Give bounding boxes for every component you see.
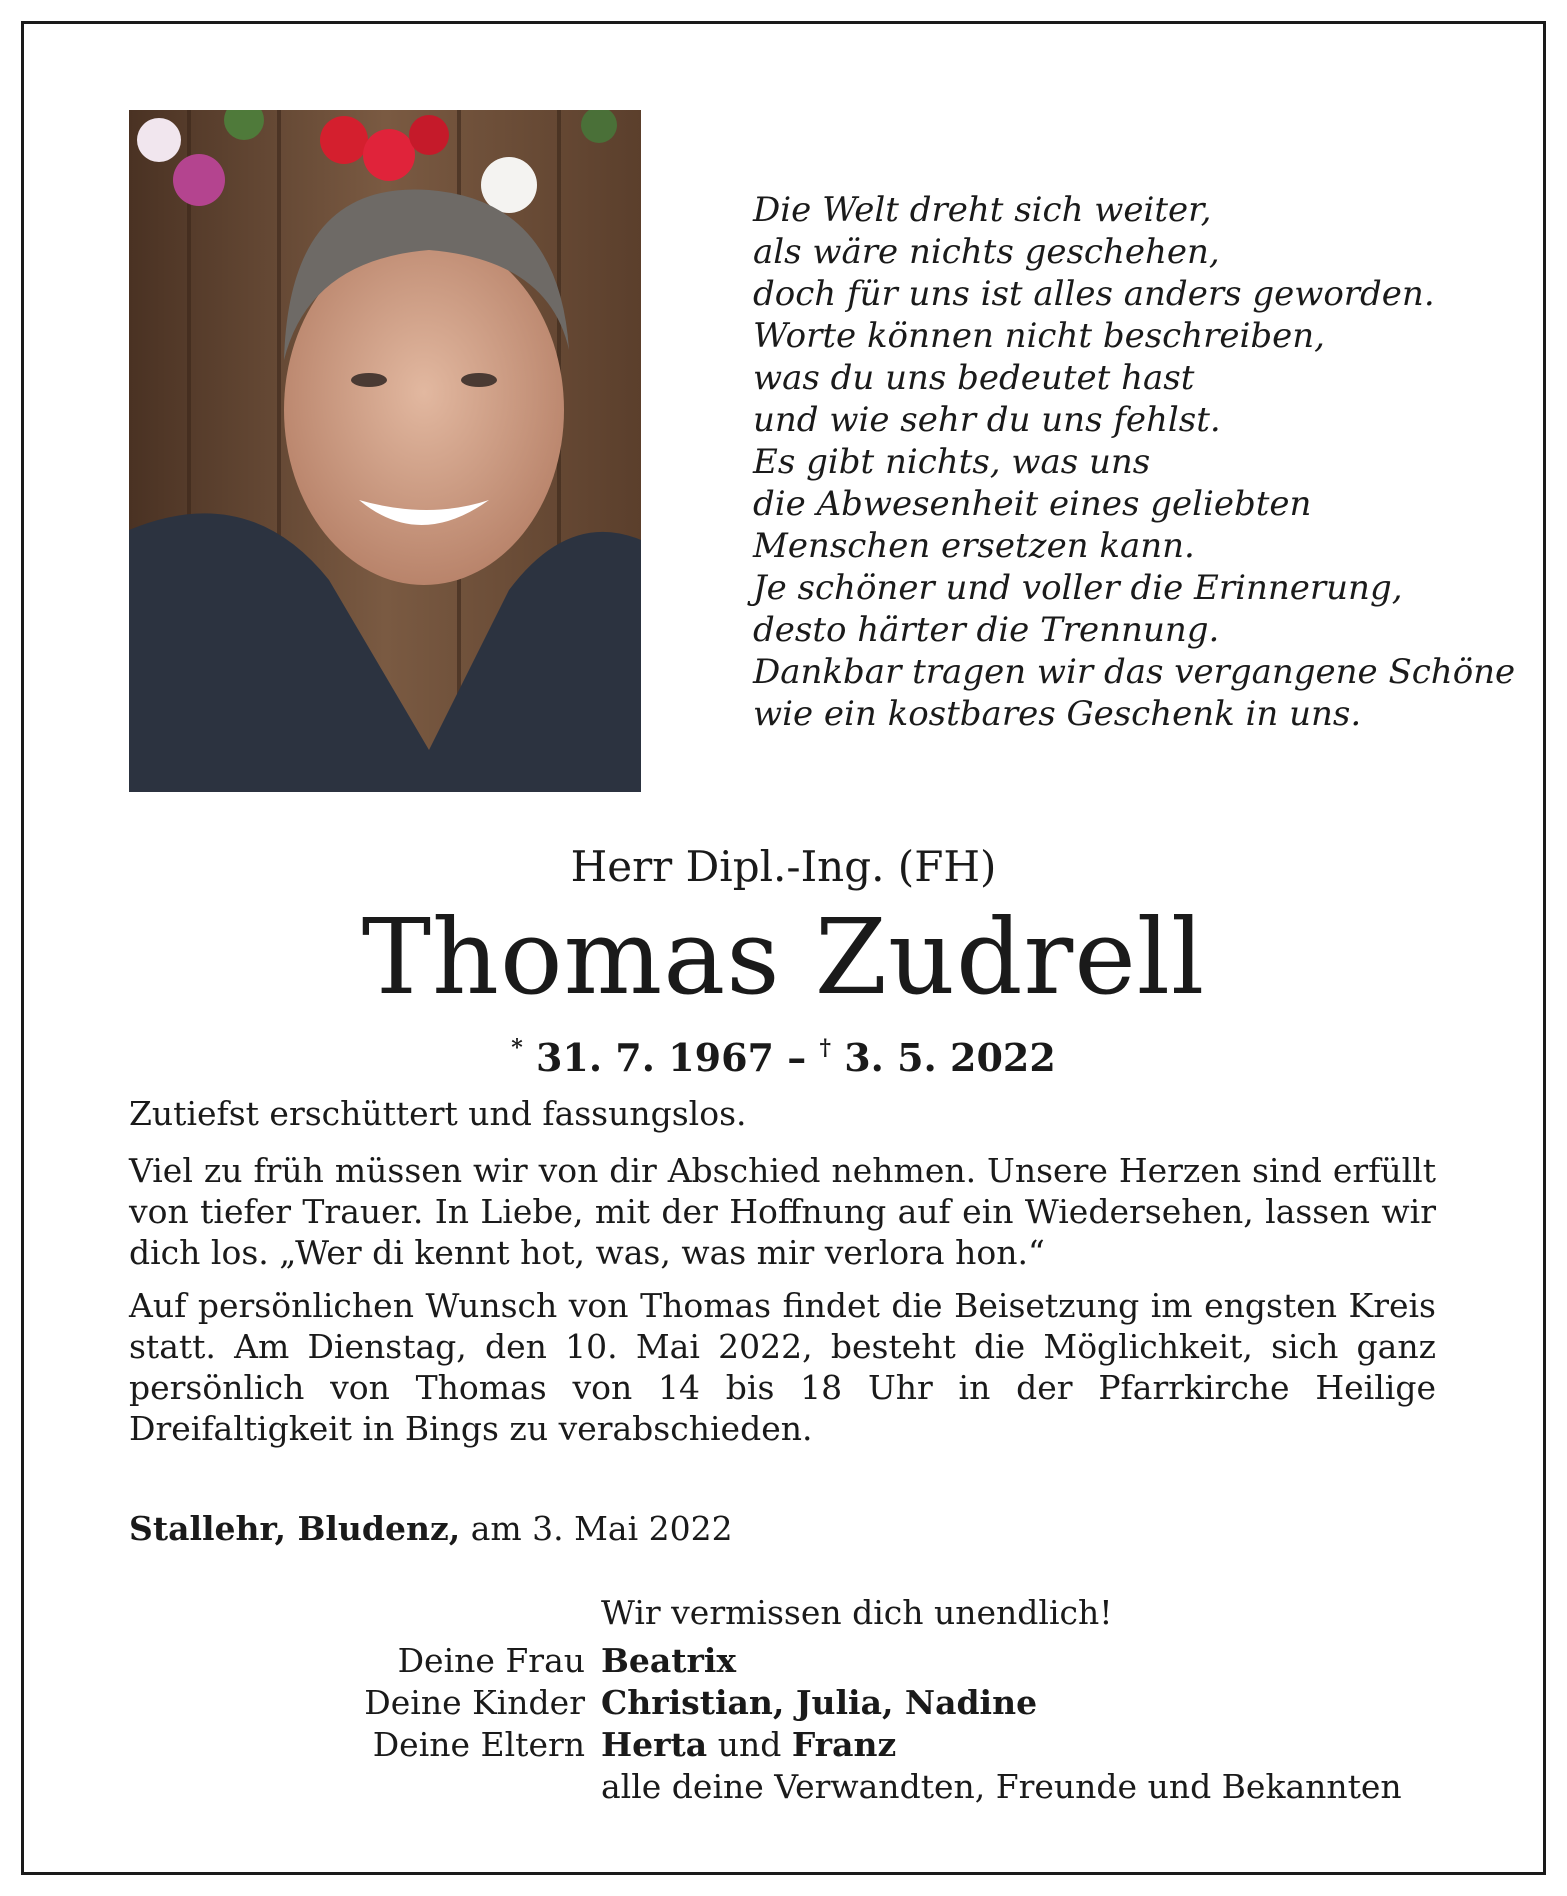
poem-line: desto härter die Trennung. bbox=[753, 610, 1220, 650]
mourners-list bbox=[129, 1592, 1439, 1808]
mourner-name: Herta bbox=[601, 1725, 708, 1764]
farewell-paragraph: Viel zu früh müssen wir von dir Abschied nehmen. Unsere Herzen sind erfüllt von tiefer Trauer. In Liebe, mit der Hoffnung auf ein Wiedersehen, lassen wir dich los. „Wer di kennt hot, was, was mir verlora hon.“ bbox=[129, 1151, 1436, 1272]
mourner-name: Christian, Julia, Nadine bbox=[601, 1683, 1038, 1722]
mourner-label: Deine Kinder bbox=[364, 1683, 585, 1722]
funeral-info-paragraph: Auf persönlichen Wunsch von Thomas findet die Beisetzung im engsten Kreis statt. Am Dienstag, den 10. Mai 2022, besteht die Möglichkeit, sich ganz persönlich von Thomas von 14 bis 18 Uhr in der Pfarrkirche Heilige Dreifaltigkeit in Bings zu verabschieden. bbox=[129, 1286, 1436, 1448]
mourner-conjunction: und bbox=[717, 1725, 782, 1764]
life-dates bbox=[0, 1024, 1567, 1082]
obituary-text bbox=[129, 1093, 1436, 1461]
poem-line: Die Welt dreht sich weiter, bbox=[753, 190, 1212, 230]
mourners-motto-row bbox=[129, 1592, 1439, 1634]
poem-line: als wäre nichts geschehen, bbox=[753, 232, 1220, 272]
mourner-label: Deine Frau bbox=[397, 1641, 585, 1680]
date-dash: – bbox=[787, 1035, 807, 1080]
title-prefix: Herr Dipl.-Ing. (FH) bbox=[570, 842, 997, 891]
place-date bbox=[129, 1508, 733, 1550]
poem-line: Je schöner und voller die Erinnerung, bbox=[753, 568, 1403, 608]
birth-date: 31. 7. 1967 bbox=[535, 1035, 774, 1080]
portrait-illustration bbox=[129, 110, 641, 792]
opening-sentence: Zutiefst erschüttert und fassungslos. bbox=[129, 1094, 747, 1133]
death-symbol: † bbox=[819, 1035, 831, 1061]
mourner-name: Beatrix bbox=[601, 1641, 737, 1680]
poem-line: wie ein kostbares Geschenk in uns. bbox=[753, 694, 1362, 734]
mourner-row-children bbox=[129, 1682, 1439, 1724]
deceased-name: Thomas Zudrell bbox=[361, 896, 1206, 1018]
birth-symbol: * bbox=[511, 1035, 523, 1061]
poem-line: Menschen ersetzen kann. bbox=[753, 526, 1195, 566]
poem-line: die Abwesenheit eines geliebten bbox=[753, 484, 1312, 524]
place-location: Stallehr, Bludenz, bbox=[129, 1509, 461, 1548]
mourners-motto: Wir vermissen dich unendlich! bbox=[601, 1593, 1113, 1632]
mourner-row-others bbox=[129, 1766, 1439, 1808]
mourner-row-parents bbox=[129, 1724, 1439, 1766]
poem-line: doch für uns ist alles anders geworden. bbox=[753, 274, 1435, 314]
poem bbox=[753, 189, 1516, 735]
mourner-label: Deine Eltern bbox=[372, 1725, 585, 1764]
poem-line: Worte können nicht beschreiben, bbox=[753, 316, 1325, 356]
mourner-row-wife bbox=[129, 1640, 1439, 1682]
death-date: 3. 5. 2022 bbox=[844, 1035, 1056, 1080]
poem-line: und wie sehr du uns fehlst. bbox=[753, 400, 1221, 440]
mourner-name: Franz bbox=[791, 1725, 897, 1764]
poem-line: was du uns bedeutet hast bbox=[753, 358, 1195, 398]
poem-line: Dankbar tragen wir das vergangene Schöne bbox=[753, 652, 1516, 692]
portrait-photo bbox=[129, 110, 641, 792]
mourner-others: alle deine Verwandten, Freunde und Bekannten bbox=[601, 1767, 1402, 1806]
place-date-text: am 3. Mai 2022 bbox=[470, 1509, 733, 1548]
poem-line: Es gibt nichts, was uns bbox=[753, 442, 1151, 482]
